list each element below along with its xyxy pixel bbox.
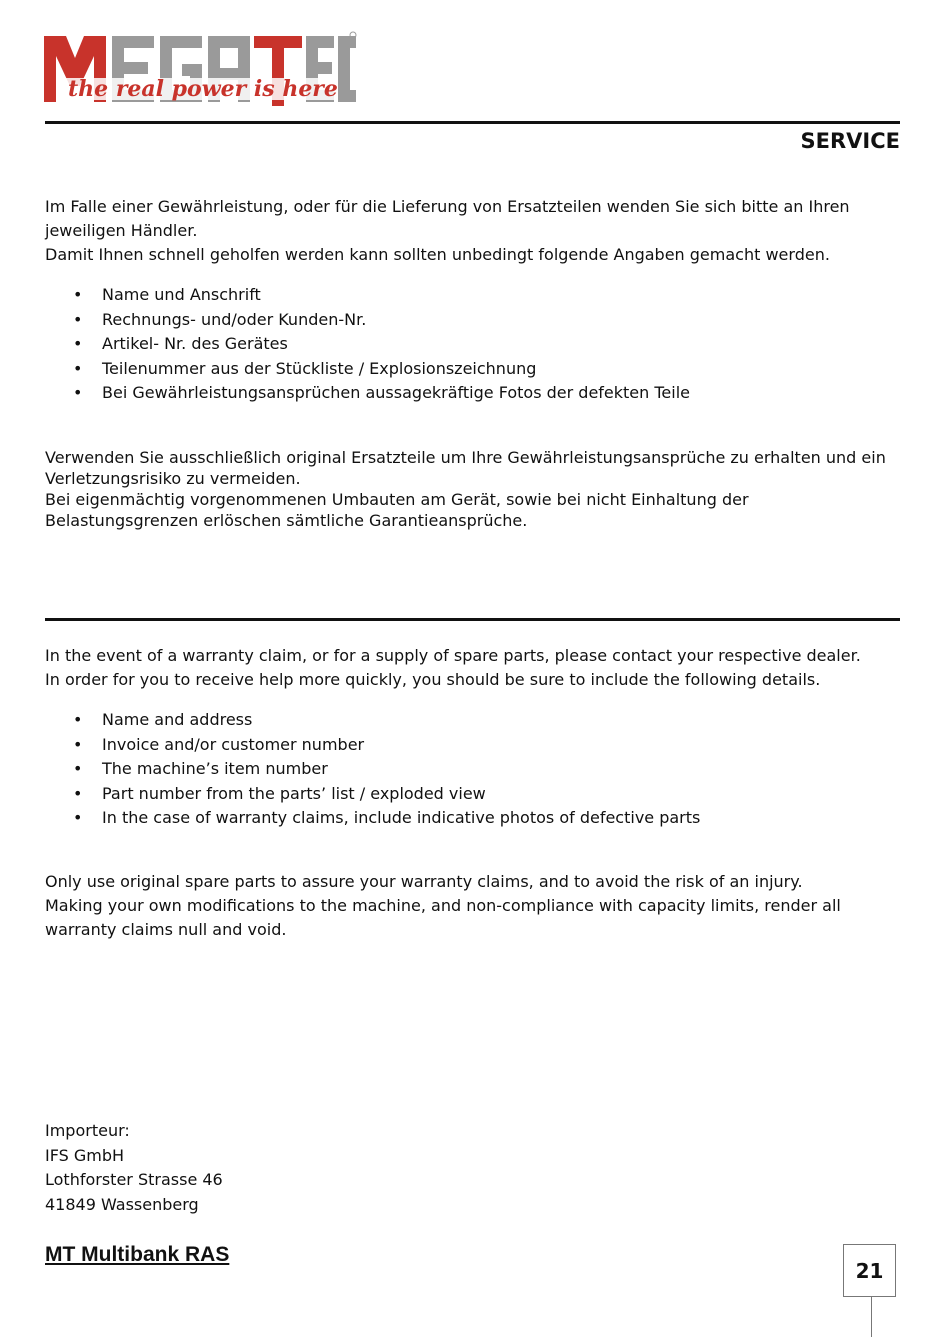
megatec-logo: [44, 30, 359, 110]
german-notes: [45, 447, 895, 531]
german-intro-1: Im Falle einer Gewährleistung, oder für die Lieferung von Ersatzteilen wenden Sie sich bitte an Ihren jeweiligen Händler.: [45, 197, 850, 240]
importer-city: 41849 Wassenberg: [45, 1194, 199, 1214]
list-item: • Name and address: [45, 708, 895, 733]
page-number: 21: [843, 1244, 896, 1297]
german-note-1: Verwenden Sie ausschließlich original Ersatzteile um Ihre Gewährleistungsansprüche zu erhalten und ein Verletzungsrisiko zu vermeiden.: [45, 448, 886, 488]
list-item: • Bei Gewährleistungsansprüchen aussagekräftige Fotos der defekten Teile: [45, 381, 895, 406]
section-title: SERVICE: [800, 129, 900, 153]
list-item: • In the case of warranty claims, include indicative photos of defective parts: [45, 806, 895, 831]
list-item: • Teilenummer aus der Stückliste / Explosionszeichnung: [45, 357, 895, 382]
english-note-2: Making your own modifications to the machine, and non-compliance with capacity limits, render all warranty claims null and void.: [45, 896, 841, 939]
english-note-1: Only use original spare parts to assure your warranty claims, and to avoid the risk of an injury.: [45, 872, 803, 891]
english-intro-2: In order for you to receive help more quickly, you should be sure to include the following details.: [45, 670, 821, 689]
page-number-line: [871, 1297, 872, 1337]
english-details-list: [45, 708, 895, 831]
section-divider: [45, 618, 900, 621]
header-rule: [45, 121, 900, 124]
importer-address: [45, 1119, 223, 1217]
german-note-2: Bei eigenmächtig vorgenommenen Umbauten am Gerät, sowie bei nicht Einhaltung der Belastungsgrenzen erlöschen sämtliche Garantieansprüche.: [45, 490, 749, 530]
english-notes: [45, 870, 895, 942]
megatec-logo-graphic: [44, 30, 359, 110]
importer-street: Lothforster Strasse 46: [45, 1170, 223, 1189]
importer-company: IFS GmbH: [45, 1145, 125, 1165]
german-details-list: [45, 283, 895, 406]
english-intro: [45, 644, 895, 692]
importer-label: Importeur:: [45, 1121, 130, 1140]
list-item: • The machine’s item number: [45, 757, 895, 782]
german-intro: [45, 195, 895, 267]
list-item: • Part number from the parts’ list / exploded view: [45, 782, 895, 807]
list-item: • Artikel- Nr. des Gerätes: [45, 332, 895, 357]
logo-slogan: the real power is here: [68, 76, 338, 102]
english-intro-1: In the event of a warranty claim, or for a supply of spare parts, please contact your respective dealer.: [45, 646, 861, 665]
list-item: • Name und Anschrift: [45, 283, 895, 308]
model-name: MT Multibank RAS: [45, 1243, 230, 1266]
german-intro-2: Damit Ihnen schnell geholfen werden kann sollten unbedingt folgende Angaben gemacht werden.: [45, 245, 830, 264]
list-item: • Rechnungs- und/oder Kunden-Nr.: [45, 308, 895, 333]
list-item: • Invoice and/or customer number: [45, 733, 895, 758]
